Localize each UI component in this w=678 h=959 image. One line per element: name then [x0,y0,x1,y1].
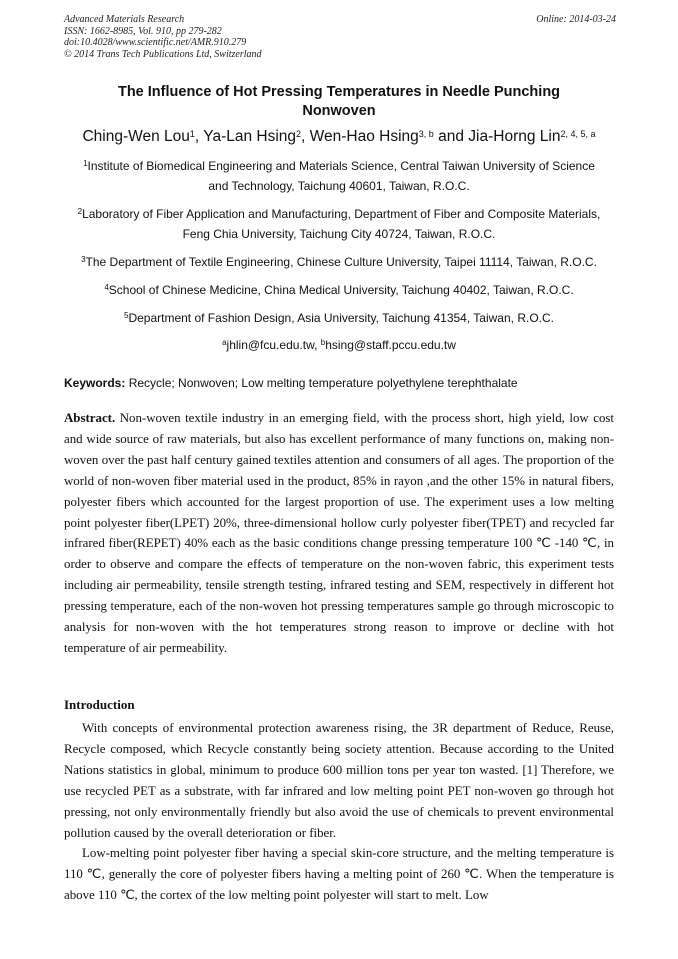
author-name: Ching-Wen Lou [82,128,190,145]
journal-name: Advanced Materials Research [64,14,185,25]
affiliation-line: Department of Fashion Design, Asia University, Taichung 41354, Taiwan, R.O.C. [128,311,554,325]
affiliation-line: School of Chinese Medicine, China Medical University, Taichung 40402, Taiwan, R.O.C. [108,283,574,297]
email-separator: , [314,338,321,352]
abstract-label: Abstract. [64,411,116,425]
affiliation-marker: 3 [81,255,86,264]
affiliation-marker: 1 [83,159,88,168]
affiliation-line: and Technology, Taichung 40601, Taiwan, R.O.C. [208,179,470,193]
intro-paragraph-1: With concepts of environmental protection awareness rising, the 3R department of Reduce, Reuse, Recycle composed, which Recycle constantly being society attention. Because according to the United Nations statistics in global, minimum to produce 600 million tons per year ton wasted. [1] Therefore, we use recycled PET as a substrate, with far infrared and low melting point PET non-woven go through hot pressing, not only environmentally friendly but also avoid the use of chemicals to prevent environmental pollution caused by the overall deterioration or fiber. [64,721,614,840]
online-date: Online: 2014-03-24 [536,14,616,25]
title-line-1: The Influence of Hot Pressing Temperatures in Needle Punching [117,84,561,100]
affiliation-3 [60,252,618,272]
affiliation-4 [60,280,618,300]
journal-header [64,14,616,60]
affiliation-line: Institute of Biomedical Engineering and Materials Science, Central Taiwan University of Science [87,159,595,173]
affiliation-5 [60,308,618,328]
affiliation-marker: 4 [104,283,109,292]
email-marker: a [222,338,227,347]
section-heading-introduction: Introduction [64,697,135,712]
author-affiliation-marker: 2 [296,129,302,139]
email-link[interactable]: jhlin@fcu.edu.tw [226,338,315,352]
paper-title [64,83,614,121]
contact-emails [60,335,618,355]
affiliation-marker: 2 [77,207,83,216]
author-name: Jia-Horng Lin [468,128,561,145]
affiliation-2 [60,204,618,244]
author-name: Ya-Lan Hsing [203,128,297,145]
keywords-line [64,375,616,391]
author-affiliation-marker: 3, b [418,129,434,139]
issn-line: ISSN: 1662-8985, Vol. 910, pp 279-282 [64,25,222,37]
email-marker: b [320,338,326,347]
keywords-label: Keywords: [64,376,126,390]
affiliation-1 [60,156,618,196]
author-separator: and [433,128,469,145]
intro-paragraph-2: Low-melting point polyester fiber having a special skin-core structure, and the melting temperature is 110 ℃, generally the core of polyester fibers having a melting point of 260 ℃. When the temperature is above 110 ℃, the cortex of the low melting point polyester will start to melt. Low [64,846,614,902]
author-affiliation-marker: 1 [189,129,195,139]
author-list [40,127,638,147]
author-separator: , [194,128,204,145]
abstract-text: Non-woven textile industry in an emerging field, with the process short, high yield, low cost and wide source of raw materials, but also has excellent performance of many functions on, making non-woven over the past half century gained textiles attention and consumers of all ages. The proportion of the world of non-woven fiber material used in the product, 85% in rayon ,and the other 15% in natural fibers, polyester fibers which accounted for the largest proportion of use. The experiment uses a low melting point polyester fiber(LPET) 20%, three-dimensional hollow curly polyester fiber(TPET) and recycled far infrared fiber(REPET) 40% each as the basic conditions change pressing temperature 100 ℃ -140 ℃, in order to observe and compare the effects of temperature on the non-woven fabric, this experiment tests including air permeability, tensile strength testing, infrared testing and SEM, respectively in different hot pressing temperature, each of the non-woven hot pressing temperatures sample go through microscopic to analysis for non-woven with the hot temperatures strong reason to improve or decline with hot temperature of air permeability. [64,411,614,655]
author-separator: , [301,128,310,145]
copyright-line: © 2014 Trans Tech Publications Ltd, Switzerland [64,48,262,60]
email-link[interactable]: hsing@staff.pccu.edu.tw [325,338,456,352]
affiliation-line: The Department of Textile Engineering, Chinese Culture University, Taipei 11114, Taiwan, R.O.C. [85,255,597,269]
author-affiliation-marker: 2, 4, 5, a [560,129,596,139]
affiliation-line: Feng Chia University, Taichung City 40724, Taiwan, R.O.C. [182,227,496,241]
affiliation-line: Laboratory of Fiber Application and Manufacturing, Department of Fiber and Composite Materials, [82,207,601,221]
title-line-2: Nonwoven [302,103,376,119]
doi-line: doi:10.4028/www.scientific.net/AMR.910.279 [64,37,247,48]
keywords-text: Recycle; Nonwoven; Low melting temperature polyethylene terephthalate [128,376,518,390]
affiliation-marker: 5 [123,311,129,320]
abstract-paragraph [64,408,614,659]
author-name: Wen-Hao Hsing [309,128,419,145]
